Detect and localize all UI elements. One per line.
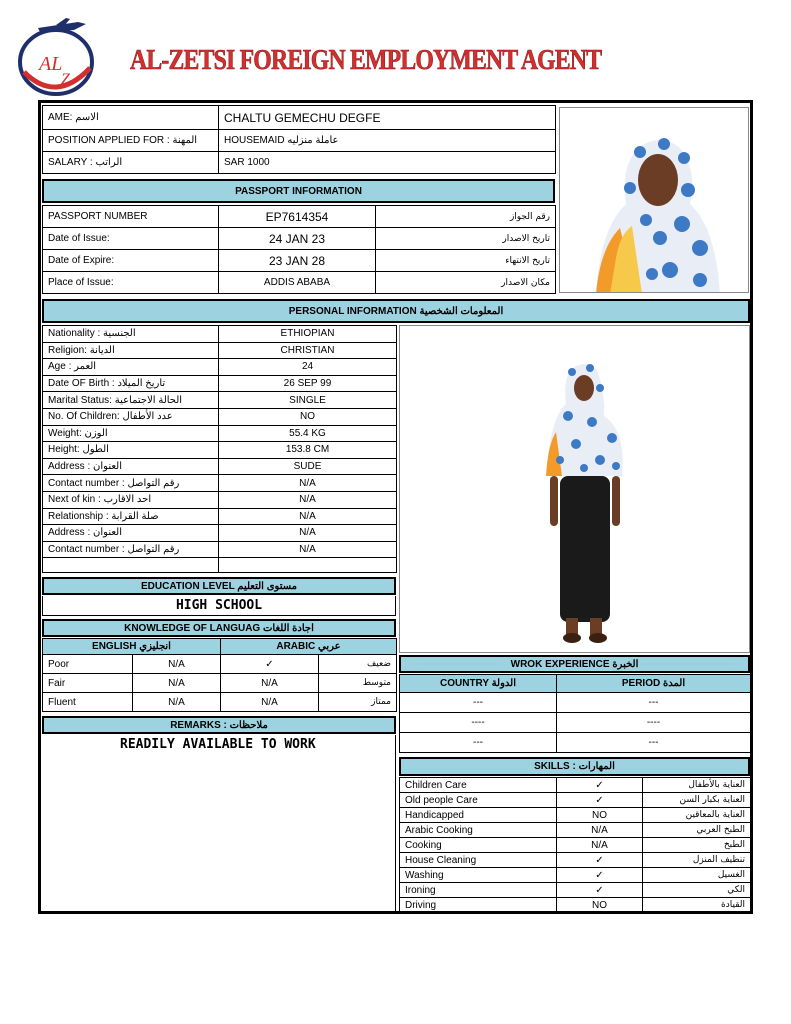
language-level: Poor: [43, 655, 133, 674]
skill-value: N/A: [557, 838, 643, 853]
personal-row: [43, 475, 397, 492]
personal-value: N/A: [219, 475, 397, 492]
personal-label: Religion: الديانة: [43, 342, 219, 359]
personal-label: Weight: الوزن: [43, 425, 219, 442]
education-section-title: EDUCATION LEVEL مستوى التعليم: [42, 577, 396, 595]
personal-value: SINGLE: [219, 392, 397, 409]
language-row: [43, 655, 397, 674]
skill-value: ✓: [557, 883, 643, 898]
language-row: [43, 674, 397, 693]
passport-number-value: EP7614354: [219, 206, 376, 228]
personal-value: ETHIOPIAN: [219, 326, 397, 343]
personal-row: [43, 342, 397, 359]
language-level: Fair: [43, 674, 133, 693]
expire-date-arabic: تاريخ الانتهاء: [376, 250, 556, 272]
personal-row: [43, 541, 397, 558]
position-label: POSITION APPLIED FOR : المهنة: [43, 130, 219, 152]
english-header: ENGLISH انجليزي: [43, 639, 221, 655]
country-value: ---: [400, 733, 557, 753]
name-label: AME: الاسم: [43, 106, 219, 130]
english-value: N/A: [133, 693, 221, 712]
personal-row: [43, 408, 397, 425]
skill-name: Cooking: [400, 838, 557, 853]
skill-row: [400, 838, 751, 853]
skill-arabic: الطبخ العربي: [643, 823, 751, 838]
header: [12, 8, 602, 96]
skill-value: NO: [557, 898, 643, 913]
skill-row: [400, 793, 751, 808]
passport-row: [43, 228, 556, 250]
personal-row: [43, 525, 397, 542]
language-table: [42, 638, 397, 712]
arabic-header: ARABIC عربي: [221, 639, 397, 655]
skill-name: Driving: [400, 898, 557, 913]
skill-value: ✓: [557, 853, 643, 868]
salary-value: SAR 1000: [219, 152, 556, 174]
position-row: [43, 130, 556, 152]
experience-row: [400, 693, 751, 713]
experience-row: [400, 733, 751, 753]
english-value: N/A: [133, 655, 221, 674]
position-value: HOUSEMAID عاملة منزليه: [219, 130, 556, 152]
skill-value: NO: [557, 808, 643, 823]
skill-arabic: تنظيف المنزل: [643, 853, 751, 868]
skill-name: Handicapped: [400, 808, 557, 823]
remarks-value: READILY AVAILABLE TO WORK: [42, 735, 396, 912]
personal-row: [43, 326, 397, 343]
personal-row: [43, 508, 397, 525]
personal-row: [43, 375, 397, 392]
skill-arabic: الغسيل: [643, 868, 751, 883]
personal-row: [43, 392, 397, 409]
skill-value: N/A: [557, 823, 643, 838]
personal-label: Date OF Birth : تاريخ الميلاد: [43, 375, 219, 392]
country-value: ---: [400, 693, 557, 713]
passport-section-title: PASSPORT INFORMATION: [42, 179, 555, 203]
experience-row: [400, 713, 751, 733]
arabic-level: متوسط: [319, 674, 397, 693]
personal-row: [43, 425, 397, 442]
personal-value: 24: [219, 359, 397, 376]
skill-name: Arabic Cooking: [400, 823, 557, 838]
passport-table: [42, 205, 556, 294]
passport-row: [43, 206, 556, 228]
skill-row: [400, 853, 751, 868]
personal-value: N/A: [219, 491, 397, 508]
experience-header-row: [400, 675, 751, 693]
skill-name: House Cleaning: [400, 853, 557, 868]
period-value: ---: [557, 693, 751, 713]
personal-label: Relationship : صلة القرابة: [43, 508, 219, 525]
arabic-value: N/A: [221, 674, 319, 693]
personal-label: [43, 558, 219, 573]
full-body-image: [400, 326, 750, 653]
salary-label: SALARY : الراتب: [43, 152, 219, 174]
skill-arabic: القيادة: [643, 898, 751, 913]
personal-value: 26 SEP 99: [219, 375, 397, 392]
country-header: COUNTRY الدولة: [400, 675, 557, 693]
personal-row: [43, 491, 397, 508]
personal-value: [219, 558, 397, 573]
remarks-section-title: REMARKS : ملاحظات: [42, 716, 396, 734]
personal-value: NO: [219, 408, 397, 425]
skill-name: Washing: [400, 868, 557, 883]
issue-date-label: Date of Issue:: [43, 228, 219, 250]
svg-text:AL: AL: [39, 53, 63, 75]
personal-row: [43, 458, 397, 475]
experience-table: [399, 674, 751, 753]
skills-table: [399, 777, 751, 913]
personal-label: No. Of Children: عدد الأطفال: [43, 408, 219, 425]
personal-value: SUDE: [219, 458, 397, 475]
skill-row: [400, 883, 751, 898]
place-of-issue-label: Place of Issue:: [43, 272, 219, 294]
top-info-table: [42, 105, 556, 174]
skill-arabic: العناية بالأطفال: [643, 778, 751, 793]
personal-label: Address : العنوان: [43, 458, 219, 475]
personal-label: Next of kin : احد الاقارب: [43, 491, 219, 508]
personal-label: Nationality : الجنسية: [43, 326, 219, 343]
place-of-issue-value: ADDIS ABABA: [219, 272, 376, 294]
skill-arabic: العناية بكبار السن: [643, 793, 751, 808]
passport-row: [43, 250, 556, 272]
skill-row: [400, 868, 751, 883]
english-value: N/A: [133, 674, 221, 693]
portrait-image: [560, 108, 749, 293]
personal-label: Height: الطول: [43, 442, 219, 459]
language-row: [43, 693, 397, 712]
skill-arabic: العناية بالمعاقين: [643, 808, 751, 823]
personal-value: N/A: [219, 525, 397, 542]
skill-arabic: الكي: [643, 883, 751, 898]
personal-value: 55.4 KG: [219, 425, 397, 442]
skill-row: [400, 898, 751, 913]
expire-date-value: 23 JAN 28: [219, 250, 376, 272]
period-value: ----: [557, 713, 751, 733]
education-value: HIGH SCHOOL: [42, 596, 396, 616]
skill-row: [400, 823, 751, 838]
name-value: CHALTU GEMECHU DEGFE: [219, 106, 556, 130]
salary-row: [43, 152, 556, 174]
personal-value: 153.8 CM: [219, 442, 397, 459]
personal-label: Age : العمر: [43, 359, 219, 376]
personal-value: CHRISTIAN: [219, 342, 397, 359]
skill-name: Old people Care: [400, 793, 557, 808]
skills-section-title: SKILLS : المهارات: [399, 757, 750, 776]
passport-row: [43, 272, 556, 294]
arabic-level: ضعيف: [319, 655, 397, 674]
personal-label: Marital Status: الحالة الاجتماعية: [43, 392, 219, 409]
skill-name: Ironing: [400, 883, 557, 898]
place-of-issue-arabic: مكان الاصدار: [376, 272, 556, 294]
personal-value: N/A: [219, 541, 397, 558]
skill-value: ✓: [557, 793, 643, 808]
skill-value: ✓: [557, 868, 643, 883]
personal-label: Address : العنوان: [43, 525, 219, 542]
arabic-level: ممتاز: [319, 693, 397, 712]
name-row: [43, 106, 556, 130]
personal-row: [43, 558, 397, 573]
skill-row: [400, 808, 751, 823]
personal-label: Contact number : رقم التواصل: [43, 475, 219, 492]
portrait-photo: [559, 107, 749, 293]
personal-table: [42, 325, 397, 573]
agency-name: AL-ZETSI FOREIGN EMPLOYMENT AGENT: [130, 44, 602, 76]
skill-name: Children Care: [400, 778, 557, 793]
country-value: ----: [400, 713, 557, 733]
skill-row: [400, 778, 751, 793]
passport-number-arabic: رقم الجواز: [376, 206, 556, 228]
expire-date-label: Date of Expire:: [43, 250, 219, 272]
cv-sheet: [38, 100, 753, 914]
arabic-value: N/A: [221, 693, 319, 712]
issue-date-value: 24 JAN 23: [219, 228, 376, 250]
period-value: ---: [557, 733, 751, 753]
issue-date-arabic: تاريخ الاصدار: [376, 228, 556, 250]
personal-row: [43, 442, 397, 459]
language-level: Fluent: [43, 693, 133, 712]
skill-arabic: الطبخ: [643, 838, 751, 853]
language-header-row: [43, 639, 397, 655]
personal-label: Contact number : رقم التواصل: [43, 541, 219, 558]
arabic-value: ✓: [221, 655, 319, 674]
svg-text:Z: Z: [61, 71, 70, 88]
skill-value: ✓: [557, 778, 643, 793]
full-body-photo: [399, 325, 750, 653]
experience-section-title: WROK EXPERIENCE الخبرة: [399, 655, 750, 673]
agency-logo: [16, 18, 98, 98]
personal-section-title: PERSONAL INFORMATION المعلومات الشخصية: [42, 299, 750, 323]
personal-value: N/A: [219, 508, 397, 525]
personal-row: [43, 359, 397, 376]
passport-number-label: PASSPORT NUMBER: [43, 206, 219, 228]
period-header: PERIOD المدة: [557, 675, 751, 693]
language-section-title: KNOWLEDGE OF LANGUAG اجادة اللغات: [42, 619, 396, 637]
